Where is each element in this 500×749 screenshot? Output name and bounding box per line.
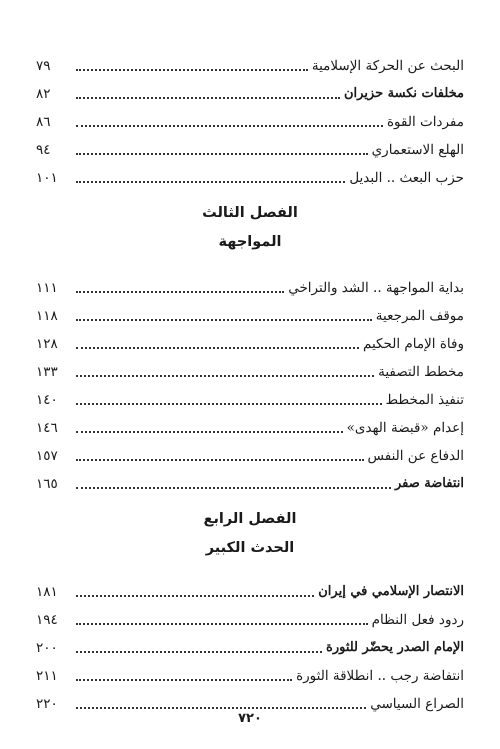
toc-entry [36, 136, 464, 160]
toc-entry-page: ١١١ [36, 280, 58, 296]
toc-entry [36, 330, 464, 354]
toc-entry-page: ١٩٤ [36, 612, 58, 628]
toc-entry [36, 358, 464, 382]
toc-entry-page: ٧٩ [36, 58, 51, 74]
toc-entry [36, 302, 464, 326]
toc-entry-page: ١٨١ [36, 584, 58, 600]
toc-entry-title: الصراع السياسي [370, 696, 464, 712]
toc-entry-title: حزب البعث .. البديل [349, 170, 464, 186]
dot-leader [76, 180, 345, 183]
toc-entry-title: وفاة الإمام الحكيم [363, 336, 464, 352]
toc-entry [36, 52, 464, 76]
toc-entry-page: ٨٦ [36, 114, 51, 130]
toc-entry-title: انتفاضة صفر [394, 476, 464, 491]
toc-entry [36, 470, 464, 494]
toc-entry-page: ٨٢ [36, 86, 51, 102]
toc-entry-title: إعدام «قبضة الهدى» [346, 420, 464, 436]
toc-entry [36, 80, 464, 104]
dot-leader [76, 318, 372, 321]
toc-entry [36, 386, 464, 410]
dot-leader [76, 402, 382, 405]
chapter-title: الفصل الرابع [203, 511, 297, 527]
toc-entry-page: ١٦٥ [36, 476, 58, 492]
toc-entry-page: ١٢٨ [36, 336, 58, 352]
toc-entry-title: تنفيذ المخطط [385, 392, 464, 408]
toc-entry-page: ١١٨ [36, 308, 58, 324]
toc-entry-title: بداية المواجهة .. الشد والتراخي [288, 280, 464, 296]
chapter-subtitle: الحدث الكبير [205, 540, 295, 556]
dot-leader [76, 650, 322, 653]
toc-entry-page: ١٥٧ [36, 448, 58, 464]
toc-entry [36, 108, 464, 132]
dot-leader [76, 374, 374, 377]
toc-entry [36, 634, 464, 658]
toc-entry [36, 606, 464, 630]
toc-entry [36, 414, 464, 438]
toc-entry-page: ١٠١ [36, 170, 58, 186]
chapter-title: الفصل الثالث [202, 205, 298, 221]
page-number: ٧٢٠ [238, 711, 262, 726]
dot-leader [76, 124, 383, 127]
dot-leader [76, 96, 340, 99]
toc-entry-title: ردود فعل النظام [371, 612, 464, 628]
toc-entry [36, 274, 464, 298]
toc-entry-title: انتفاضة رجب .. انطلاقة الثورة [296, 668, 464, 684]
toc-entry [36, 442, 464, 466]
chapter-subtitle: المواجهة [218, 234, 282, 250]
toc-entry-title: البحث عن الحركة الإسلامية [311, 58, 464, 74]
toc-entry-title: مخلفات نكسة حزيران [343, 86, 464, 101]
toc-entry-title: الهلع الاستعماري [371, 142, 464, 158]
toc-entry-title: مخطط التصفية [378, 364, 464, 380]
dot-leader [76, 486, 391, 489]
toc-entry-title: موقف المرجعية [375, 308, 464, 324]
toc-entry-page: ١٤٦ [36, 420, 58, 436]
toc-entry-page: ١٣٣ [36, 364, 58, 380]
dot-leader [76, 458, 364, 461]
dot-leader [76, 152, 368, 155]
toc-entry-title: الانتصار الإسلامي في إيران [318, 584, 464, 599]
dot-leader [76, 594, 314, 597]
toc-entry [36, 578, 464, 602]
dot-leader [76, 290, 284, 293]
toc-entry-title: الإمام الصدر يحضّر للثورة [326, 640, 464, 655]
toc-entry-page: ١٤٠ [36, 392, 58, 408]
toc-entry [36, 662, 464, 686]
dot-leader [76, 430, 343, 433]
toc-entry-title: الدفاع عن النفس [367, 448, 464, 464]
toc-entry [36, 164, 464, 188]
dot-leader [76, 622, 368, 625]
toc-entry-page: ٢٠٠ [36, 640, 58, 656]
toc-entry-title: مفردات القوة [386, 114, 464, 130]
toc-entry-page: ٩٤ [36, 142, 51, 158]
toc-entry-page: ٢١١ [36, 668, 58, 684]
dot-leader [76, 346, 359, 349]
dot-leader [76, 706, 366, 709]
toc-entry-page: ٢٢٠ [36, 696, 58, 712]
dot-leader [76, 68, 308, 71]
dot-leader [76, 678, 292, 681]
